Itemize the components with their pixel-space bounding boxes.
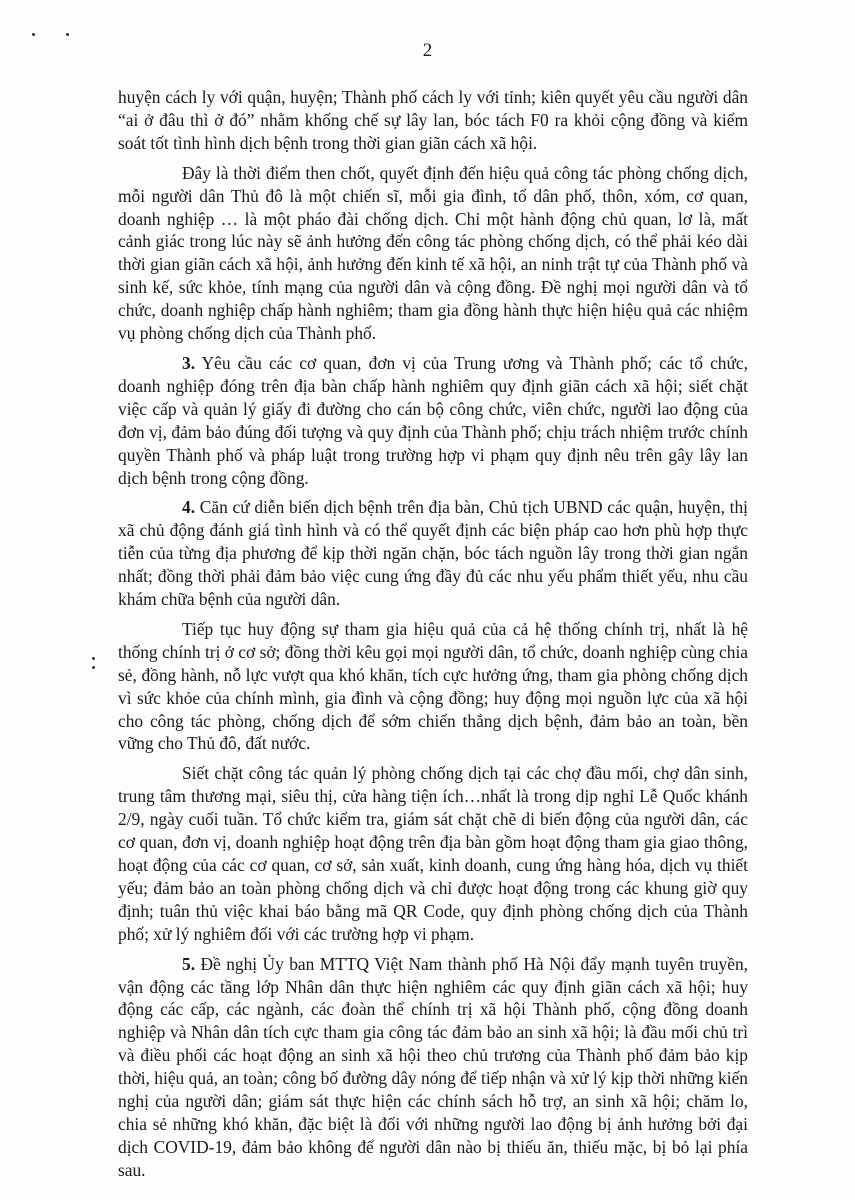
paragraph-markets: Siết chặt công tác quản lý phòng chống dịch tại các chợ đầu mối, chợ dân sinh, trung tâm thương mại, siêu thị, cửa hàng tiện ích…nhất là trong dịp nghỉ Lễ Quốc khánh 2/9, ngày cuối tuần. Tổ chức kiểm tra, giám sát chặt chẽ di biến động của người dân, các cơ quan, đơn vị, doanh nghiệp hoạt động trên địa bàn gồm hoạt động tham gia giao thông, hoạt động của các cơ quan, cơ sở, sản xuất, kinh doanh, cung ứng hàng hóa, dịch vụ thiết yếu; đảm bảo an toàn phòng chống dịch và chỉ được hoạt động trong các khung giờ quy định; tuân thủ việc khai báo bằng mã QR Code, quy định phòng chống dịch của Thành phố; xử lý nghiêm đối với các trường hợp vi phạm.: [118, 763, 748, 944]
paragraph-item-5: [118, 953, 748, 1182]
page-number: 2: [422, 40, 433, 61]
item-text: Yêu cầu các cơ quan, đơn vị của Trung ương và Thành phố; các tổ chức, doanh nghiệp đóng trên địa bàn chấp hành nghiêm quy định giãn cách xã hội; siết chặt việc cấp và quản lý giấy đi đường cho cán bộ công chức, viên chức, người lao động của đơn vị, đảm bảo đúng đối tượng và quy định của Thành phố; chịu trách nhiệm trước chính quyền Thành phố và pháp luật trong trường hợp vi phạm quy định nêu trên gây lây lan dịch bệnh trong cộng đồng.: [118, 352, 748, 488]
paragraph-critical-moment: Đây là thời điểm then chốt, quyết định đến hiệu quả công tác phòng chống dịch, mỗi người dân Thủ đô là một chiến sĩ, mỗi gia đình, tổ dân phố, thôn, xóm, cơ quan, doanh nghiệp … là một pháo đài chống dịch. Chỉ một hành động chủ quan, lơ là, mất cảnh giác trong lúc này sẽ ảnh hưởng đến công tác phòng chống dịch, có thể phải kéo dài thời gian giãn cách xã hội, ảnh hưởng đến kinh tế xã hội, an ninh trật tự của Thành phố và sinh kế, sức khỏe, tính mạng của người dân và cộng đồng. Đề nghị mọi người dân và tổ chức, doanh nghiệp chấp hành nghiêm; tham gia đồng hành thực hiện hiệu quả các nhiệm vụ phòng chống dịch của Thành phố.: [118, 162, 748, 344]
item-text: Đề nghị Ủy ban MTTQ Việt Nam thành phố Hà Nội đẩy mạnh tuyên truyền, vận động các tầng lớp Nhân dân thực hiện nghiêm các quy định giãn cách xã hội; huy động các cấp, các ngành, các đoàn thể chính trị xã hội Thành phố, cộng đồng doanh nghiệp và Nhân dân tích cực tham gia công tác đảm bảo an sinh xã hội; là đầu mối chủ trì và điều phối các hoạt động an sinh xã hội theo chủ trương của Thành phố đảm bảo kịp thời, hiệu quả, an toàn; công bố đường dây nóng để tiếp nhận và xử lý kịp thời những kiến nghị của người dân; giám sát thực hiện các chính sách hỗ trợ, an sinh xã hội; chăm lo, chia sẻ những khó khăn, đặc biệt là đối với những người lao động bị ảnh hưởng bởi đại dịch COVID-19, đảm bảo không để người dân nào bị thiếu ăn, thiếu mặc, bị bỏ lại phía sau.: [118, 953, 748, 1180]
scan-speck: [92, 657, 95, 660]
item-number: 4.: [182, 497, 196, 518]
paragraph-continuation: huyện cách ly với quận, huyện; Thành phố cách ly với tỉnh; kiên quyết yêu cầu người dân “ai ở đâu thì ở đó” nhằm khống chế sự lây lan, bóc tách F0 ra khỏi cộng đồng và kiểm soát tốt tình hình dịch bệnh trong thời gian giãn cách xã hội.: [118, 87, 748, 153]
item-text: Căn cứ diễn biến dịch bệnh trên địa bàn, Chủ tịch UBND các quận, huyện, thị xã chủ động đánh giá tình hình và có thể quyết định các biện pháp cao hơn phù hợp thực tiễn của từng địa phương để kịp thời ngăn chặn, bóc tách nguồn lây trong thời gian ngắn nhất; đồng thời phải đảm bảo việc cung ứng đầy đủ các nhu yếu phẩm thiết yếu, nhu cầu khám chữa bệnh của người dân.: [118, 497, 748, 610]
item-number: 5.: [182, 953, 196, 974]
document-body: [118, 86, 748, 1189]
paragraph-item-4: [118, 496, 748, 611]
scan-speck: [92, 666, 95, 669]
paragraph-item-3: [118, 352, 748, 489]
scan-speck: [32, 33, 35, 36]
item-number: 3.: [182, 352, 196, 373]
paragraph-mobilize: Tiếp tục huy động sự tham gia hiệu quả của cả hệ thống chính trị, nhất là hệ thống chính trị ở cơ sở; đồng thời kêu gọi mọi người dân, tổ chức, doanh nghiệp cùng chia sẻ, đồng hành, nỗ lực vượt qua khó khăn, tích cực hưởng ứng, tham gia phòng chống dịch vì sức khỏe của chính mình, gia đình và cộng đồng; huy động mọi nguồn lực của xã hội cho công tác phòng, chống dịch để sớm chiến thắng dịch bệnh, đảm bảo an toàn, bền vững cho Thủ đô, đất nước.: [118, 618, 748, 754]
scan-speck: [66, 33, 69, 36]
